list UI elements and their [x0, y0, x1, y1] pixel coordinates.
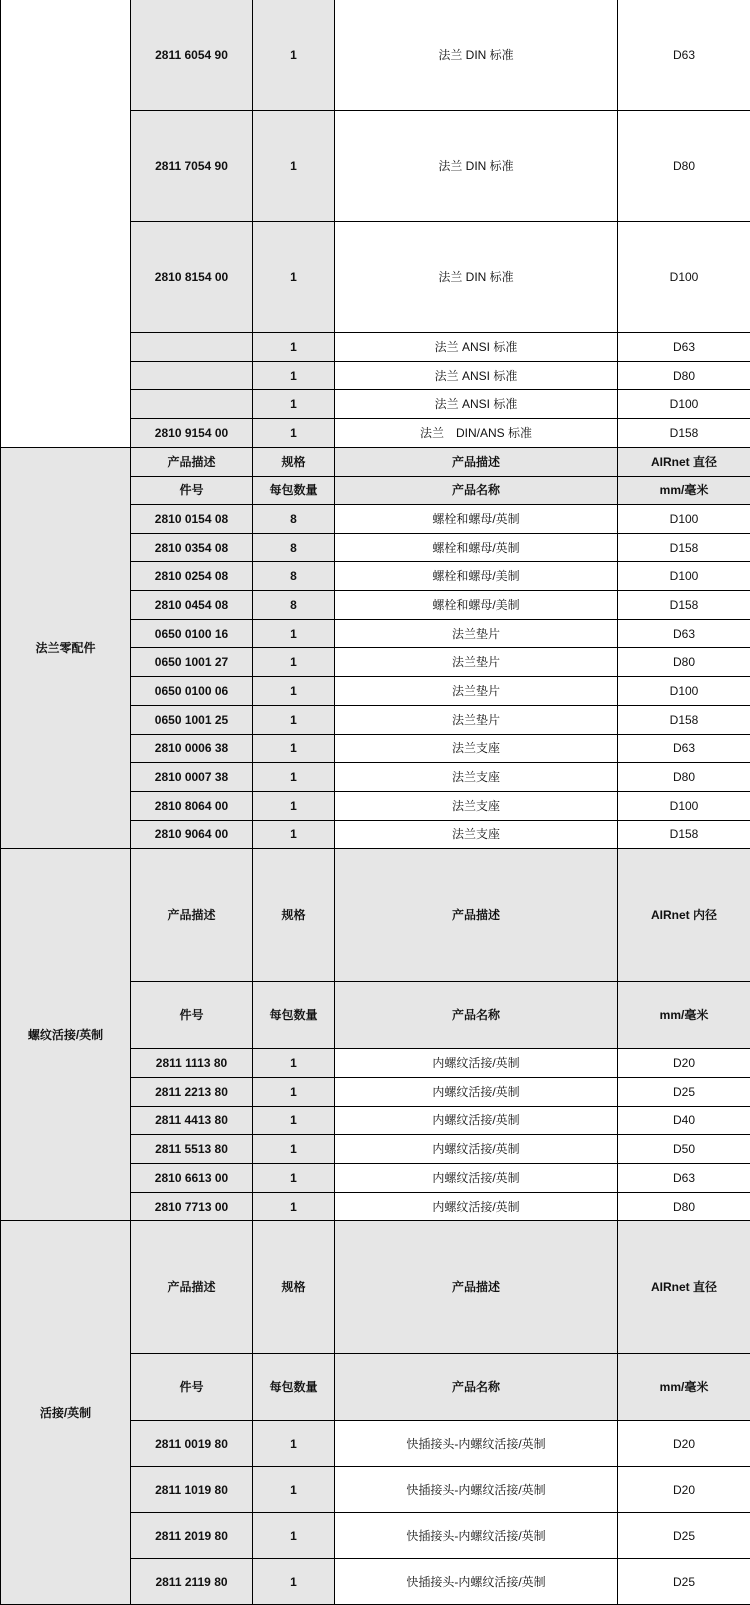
airnet-size: D100 — [618, 562, 750, 591]
pack-quantity: 1 — [253, 791, 335, 820]
pack-quantity: 1 — [253, 763, 335, 792]
airnet-size: D63 — [618, 0, 750, 111]
product-name: 螺栓和螺母/美制 — [335, 562, 618, 591]
part-number: 2811 2213 80 — [131, 1077, 253, 1106]
header-qty: 规格 — [253, 448, 335, 477]
product-name: 螺栓和螺母/英制 — [335, 533, 618, 562]
pack-quantity: 8 — [253, 591, 335, 620]
airnet-size: D100 — [618, 791, 750, 820]
airnet-size: D100 — [618, 505, 750, 534]
part-number: 2810 0007 38 — [131, 763, 253, 792]
part-number: 0650 0100 16 — [131, 619, 253, 648]
pack-quantity: 1 — [253, 0, 335, 111]
product-name: 法兰支座 — [335, 820, 618, 849]
part-number: 2810 7713 00 — [131, 1192, 253, 1221]
product-name: 内螺纹活接/英制 — [335, 1106, 618, 1135]
product-name: 快插接头-内螺纹活接/英制 — [335, 1421, 618, 1467]
pack-quantity: 1 — [253, 111, 335, 222]
airnet-size: D100 — [618, 390, 750, 419]
part-number: 2811 6054 90 — [131, 0, 253, 111]
section-group-label — [1, 0, 131, 448]
part-number: 2811 5513 80 — [131, 1135, 253, 1164]
product-name: 螺栓和螺母/英制 — [335, 505, 618, 534]
airnet-size: D80 — [618, 763, 750, 792]
pack-quantity: 1 — [253, 734, 335, 763]
pack-quantity: 1 — [253, 1106, 335, 1135]
product-name: 法兰 ANSI 标准 — [335, 333, 618, 362]
pack-quantity: 1 — [253, 419, 335, 448]
part-number: 2811 2019 80 — [131, 1513, 253, 1559]
airnet-size: D63 — [618, 734, 750, 763]
airnet-size: D20 — [618, 1421, 750, 1467]
header-name: 产品名称 — [335, 476, 618, 505]
header-part: 产品描述 — [131, 448, 253, 477]
product-name: 法兰垫片 — [335, 648, 618, 677]
product-name: 快插接头-内螺纹活接/英制 — [335, 1513, 618, 1559]
pack-quantity: 8 — [253, 533, 335, 562]
product-name: 法兰支座 — [335, 791, 618, 820]
part-number: 2810 9064 00 — [131, 820, 253, 849]
header-qty: 每包数量 — [253, 476, 335, 505]
pack-quantity: 1 — [253, 1513, 335, 1559]
table-row — [1, 0, 750, 111]
pack-quantity: 1 — [253, 1135, 335, 1164]
product-name: 法兰支座 — [335, 763, 618, 792]
airnet-size: D80 — [618, 648, 750, 677]
product-name: 法兰 ANSI 标准 — [335, 390, 618, 419]
header-size: mm/毫米 — [618, 476, 750, 505]
airnet-size: D80 — [618, 111, 750, 222]
airnet-size: D100 — [618, 222, 750, 333]
part-number: 2810 0354 08 — [131, 533, 253, 562]
pack-quantity: 1 — [253, 619, 335, 648]
airnet-size: D158 — [618, 419, 750, 448]
airnet-size: D20 — [618, 1049, 750, 1078]
airnet-size: D40 — [618, 1106, 750, 1135]
airnet-size: D158 — [618, 705, 750, 734]
product-name: 内螺纹活接/英制 — [335, 1049, 618, 1078]
header-row — [1, 849, 750, 982]
pack-quantity: 8 — [253, 505, 335, 534]
airnet-size: D158 — [618, 820, 750, 849]
header-qty: 规格 — [253, 1221, 335, 1354]
airnet-size: D63 — [618, 1164, 750, 1193]
product-name: 内螺纹活接/英制 — [335, 1164, 618, 1193]
product-name: 法兰垫片 — [335, 677, 618, 706]
header-size: AIRnet 内径 — [618, 849, 750, 982]
part-number: 2811 0019 80 — [131, 1421, 253, 1467]
header-size: mm/毫米 — [618, 982, 750, 1049]
header-part: 件号 — [131, 476, 253, 505]
header-part: 产品描述 — [131, 1221, 253, 1354]
part-number — [131, 333, 253, 362]
pack-quantity: 1 — [253, 362, 335, 390]
section-group-label: 螺纹活接/英制 — [1, 849, 131, 1221]
product-name: 法兰 DIN/ANS 标准 — [335, 419, 618, 448]
header-part: 产品描述 — [131, 849, 253, 982]
part-number: 2811 7054 90 — [131, 111, 253, 222]
product-name: 法兰支座 — [335, 734, 618, 763]
product-name: 法兰 ANSI 标准 — [335, 362, 618, 390]
part-number: 0650 0100 06 — [131, 677, 253, 706]
header-name: 产品名称 — [335, 982, 618, 1049]
header-qty: 每包数量 — [253, 1354, 335, 1421]
part-number: 2810 0154 08 — [131, 505, 253, 534]
product-name: 快插接头-内螺纹活接/英制 — [335, 1467, 618, 1513]
header-size: AIRnet 直径 — [618, 1221, 750, 1354]
part-number: 0650 1001 25 — [131, 705, 253, 734]
header-part: 件号 — [131, 1354, 253, 1421]
pack-quantity: 1 — [253, 1164, 335, 1193]
airnet-size: D63 — [618, 333, 750, 362]
header-name: 产品描述 — [335, 1221, 618, 1354]
airnet-size: D25 — [618, 1559, 750, 1605]
product-name: 内螺纹活接/英制 — [335, 1077, 618, 1106]
header-name: 产品描述 — [335, 448, 618, 477]
product-name: 螺栓和螺母/美制 — [335, 591, 618, 620]
header-row — [1, 448, 750, 477]
pack-quantity: 1 — [253, 1467, 335, 1513]
product-name: 法兰垫片 — [335, 619, 618, 648]
header-name: 产品描述 — [335, 849, 618, 982]
airnet-size: D25 — [618, 1513, 750, 1559]
header-row — [1, 1221, 750, 1354]
header-size: AIRnet 直径 — [618, 448, 750, 477]
part-number: 2810 8154 00 — [131, 222, 253, 333]
part-number: 0650 1001 27 — [131, 648, 253, 677]
pack-quantity: 1 — [253, 1559, 335, 1605]
part-number: 2811 2119 80 — [131, 1559, 253, 1605]
pack-quantity: 1 — [253, 820, 335, 849]
airnet-size: D80 — [618, 1192, 750, 1221]
part-number — [131, 362, 253, 390]
header-qty: 规格 — [253, 849, 335, 982]
part-number: 2811 4413 80 — [131, 1106, 253, 1135]
section-group-label: 活接/英制 — [1, 1221, 131, 1605]
part-number: 2811 1113 80 — [131, 1049, 253, 1078]
product-name: 内螺纹活接/英制 — [335, 1192, 618, 1221]
part-number: 2810 8064 00 — [131, 791, 253, 820]
airnet-size: D25 — [618, 1077, 750, 1106]
product-name: 法兰 DIN 标准 — [335, 111, 618, 222]
header-part: 件号 — [131, 982, 253, 1049]
part-number: 2810 9154 00 — [131, 419, 253, 448]
part-number: 2810 0454 08 — [131, 591, 253, 620]
pack-quantity: 1 — [253, 648, 335, 677]
airnet-size: D63 — [618, 619, 750, 648]
product-name: 法兰 DIN 标准 — [335, 0, 618, 111]
airnet-size: D20 — [618, 1467, 750, 1513]
pack-quantity: 1 — [253, 222, 335, 333]
header-name: 产品名称 — [335, 1354, 618, 1421]
part-number: 2810 0254 08 — [131, 562, 253, 591]
pack-quantity: 1 — [253, 1049, 335, 1078]
pack-quantity: 1 — [253, 705, 335, 734]
pack-quantity: 1 — [253, 1421, 335, 1467]
pack-quantity: 1 — [253, 333, 335, 362]
pack-quantity: 1 — [253, 677, 335, 706]
airnet-size: D158 — [618, 591, 750, 620]
pack-quantity: 1 — [253, 1077, 335, 1106]
pack-quantity: 1 — [253, 390, 335, 419]
airnet-size: D100 — [618, 677, 750, 706]
airnet-size: D158 — [618, 533, 750, 562]
part-number: 2810 6613 00 — [131, 1164, 253, 1193]
airnet-size: D80 — [618, 362, 750, 390]
product-name: 法兰垫片 — [335, 705, 618, 734]
pack-quantity: 8 — [253, 562, 335, 591]
product-name: 法兰 DIN 标准 — [335, 222, 618, 333]
product-name: 内螺纹活接/英制 — [335, 1135, 618, 1164]
product-name: 快插接头-内螺纹活接/英制 — [335, 1559, 618, 1605]
part-number: 2810 0006 38 — [131, 734, 253, 763]
part-number — [131, 390, 253, 419]
airnet-size: D50 — [618, 1135, 750, 1164]
section-group-label: 法兰零配件 — [1, 448, 131, 849]
header-qty: 每包数量 — [253, 982, 335, 1049]
pack-quantity: 1 — [253, 1192, 335, 1221]
header-size: mm/毫米 — [618, 1354, 750, 1421]
part-number: 2811 1019 80 — [131, 1467, 253, 1513]
